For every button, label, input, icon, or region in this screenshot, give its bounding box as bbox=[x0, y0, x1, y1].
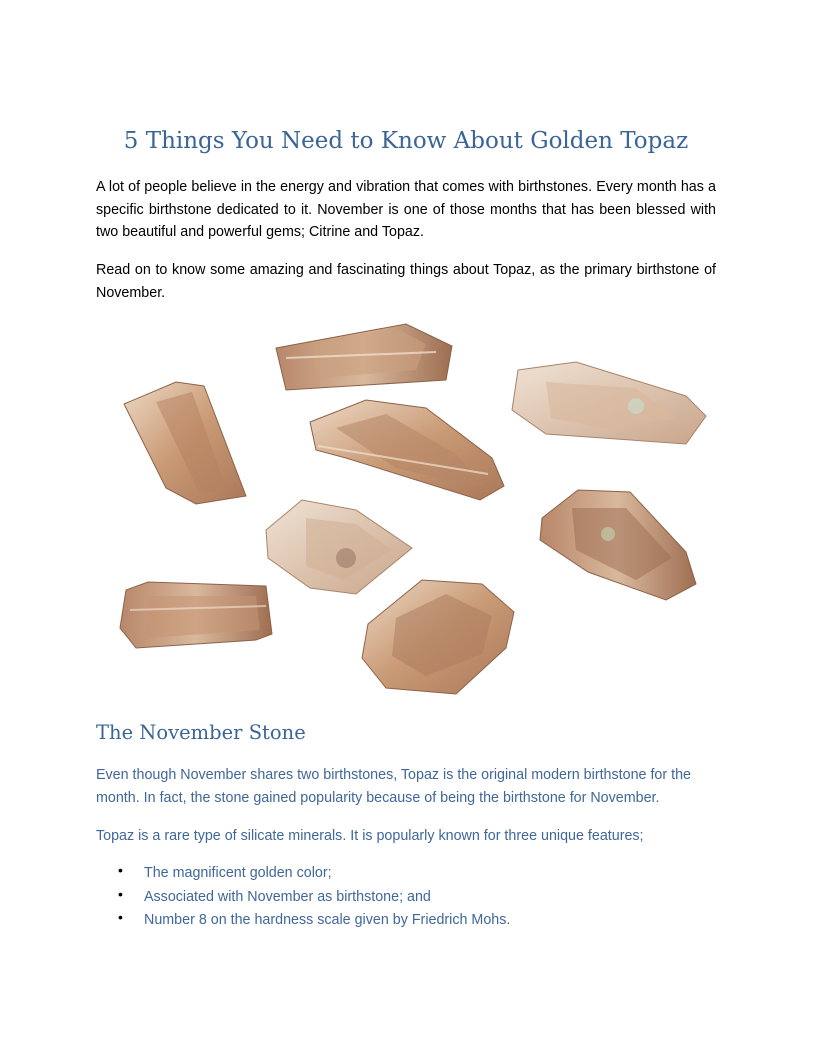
list-item-text: The magnificent golden color; bbox=[144, 865, 332, 881]
list-item bbox=[96, 886, 716, 910]
bullet-icon: • bbox=[118, 862, 123, 878]
crystal-center bbox=[310, 400, 504, 500]
crystal-top-right bbox=[512, 362, 706, 444]
bullet-icon: • bbox=[118, 885, 123, 902]
list-item-text: Associated with November as birthstone; and bbox=[144, 888, 431, 905]
crystal-left bbox=[124, 382, 246, 504]
list-item-text: Number 8 on the hardness scale given by Friedrich Mohs. bbox=[144, 912, 511, 928]
page-title: 5 Things You Need to Know About Golden Topaz bbox=[123, 128, 689, 154]
topaz-crystals-photo bbox=[96, 318, 716, 702]
crystal-right bbox=[540, 490, 696, 600]
crystal-bottom-left bbox=[120, 582, 272, 648]
feature-list bbox=[96, 862, 716, 933]
list-item bbox=[96, 909, 716, 933]
intro-paragraph-1: A lot of people believe in the energy and vibration that comes with birthstones. Every month has a specific birthstone dedicated to it. November is one of those months that has been blessed with two beautiful and powerful gems; Citrine and Topaz. bbox=[96, 179, 716, 240]
section-heading: The November Stone bbox=[96, 721, 306, 744]
list-item bbox=[96, 862, 716, 886]
crystal-top bbox=[276, 324, 452, 390]
crystal-bottom-center bbox=[362, 580, 514, 694]
crystal-middle bbox=[266, 500, 412, 594]
section-paragraph-1: Even though November shares two birthstones, Topaz is the original modern birthstone for the month. In fact, the stone gained popularity because of being the birthstone for November. bbox=[96, 767, 691, 806]
intro-paragraph-2: Read on to know some amazing and fascinating things about Topaz, as the primary birthstone of November. bbox=[96, 262, 716, 301]
section-paragraph-2: Topaz is a rare type of silicate minerals. It is popularly known for three unique features; bbox=[96, 828, 644, 844]
bullet-icon: • bbox=[118, 909, 123, 925]
